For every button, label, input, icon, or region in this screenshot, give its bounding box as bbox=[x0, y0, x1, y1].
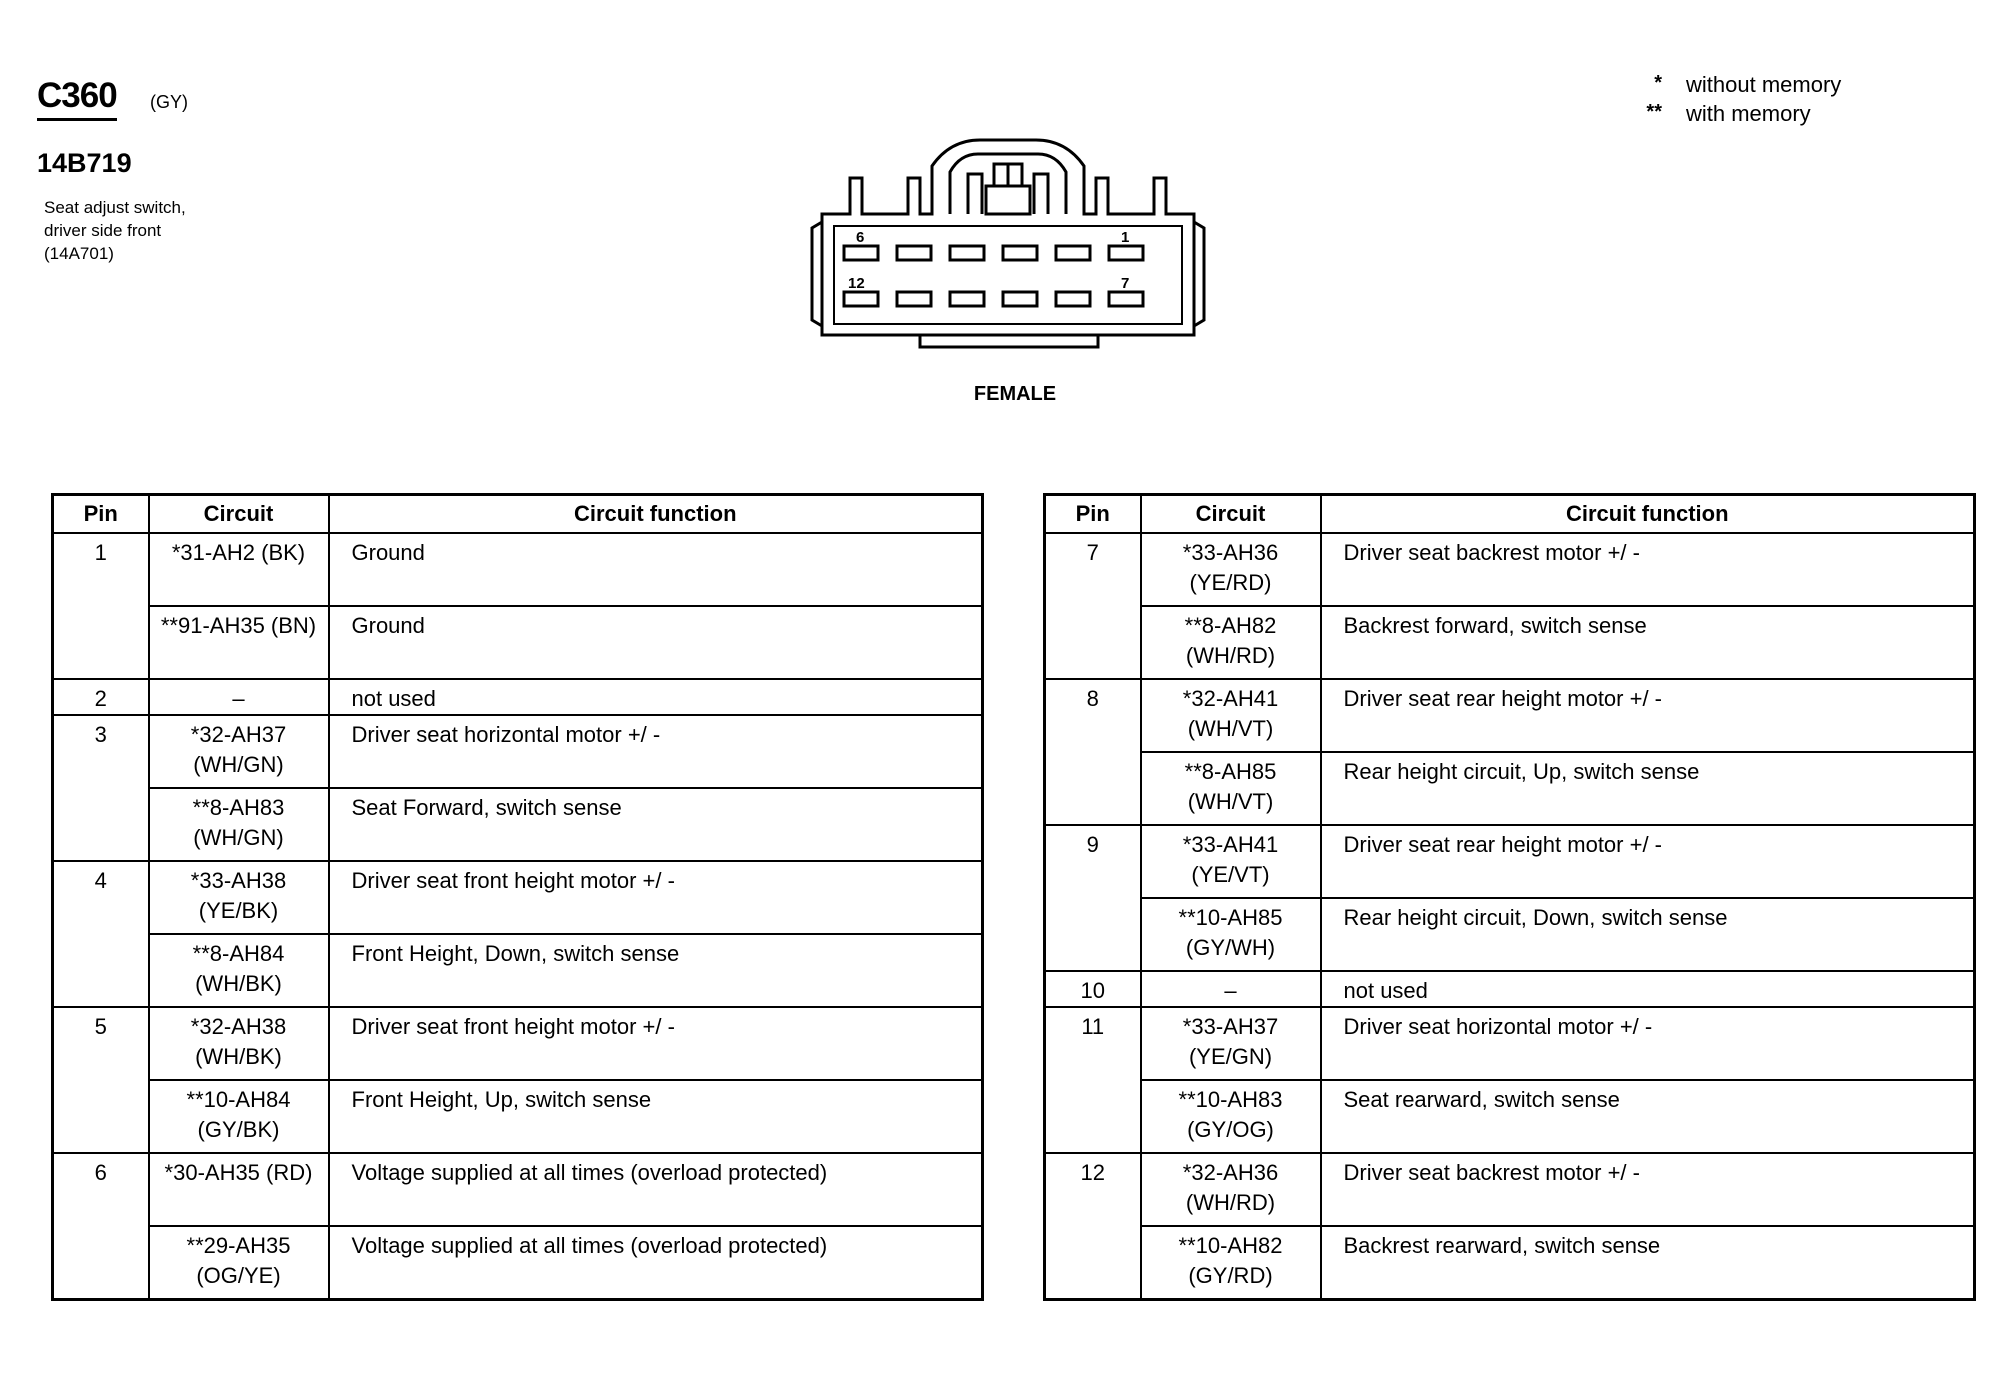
pin-table-right-body bbox=[1045, 533, 1975, 1300]
circuit-cell: **29-AH35 (OG/YE) bbox=[149, 1226, 329, 1300]
circuit-function-cell: Ground bbox=[329, 606, 983, 679]
circuit-function-cell: Ground bbox=[329, 533, 983, 606]
cavity-label-7: 7 bbox=[1121, 275, 1130, 292]
legend-text-without-memory: without memory bbox=[1686, 72, 1842, 97]
circuit-cell: *33-AH38 (YE/BK) bbox=[149, 861, 329, 934]
circuit-cell: *33-AH36 (YE/RD) bbox=[1141, 533, 1321, 606]
circuit-function-cell: Driver seat front height motor +/ - bbox=[329, 861, 983, 934]
column-header-circuit: Circuit bbox=[1141, 495, 1321, 534]
table-row bbox=[53, 679, 983, 715]
pin-cavities bbox=[844, 246, 1143, 306]
column-header-function: Circuit function bbox=[1321, 495, 1975, 534]
table-row bbox=[1045, 825, 1975, 898]
table-row bbox=[1045, 1226, 1975, 1300]
circuit-function-cell: Front Height, Up, switch sense bbox=[329, 1080, 983, 1153]
cavity-label-12: 12 bbox=[848, 275, 865, 292]
pin-number-cell: 5 bbox=[53, 1007, 149, 1153]
circuit-function-cell: Driver seat rear height motor +/ - bbox=[1321, 679, 1975, 752]
circuit-cell: **10-AH84 (GY/BK) bbox=[149, 1080, 329, 1153]
table-row bbox=[1045, 606, 1975, 679]
circuit-cell: *30-AH35 (RD) bbox=[149, 1153, 329, 1226]
circuit-function-cell: Backrest forward, switch sense bbox=[1321, 606, 1975, 679]
table-row bbox=[53, 1153, 983, 1226]
table-row bbox=[53, 533, 983, 606]
pin-number-cell: 1 bbox=[53, 533, 149, 679]
circuit-function-cell: Seat rearward, switch sense bbox=[1321, 1080, 1975, 1153]
circuit-function-cell: not used bbox=[329, 679, 983, 715]
legend-text-with-memory: with memory bbox=[1686, 101, 1811, 126]
circuit-cell: *31-AH2 (BK) bbox=[149, 533, 329, 606]
circuit-cell: **8-AH85 (WH/VT) bbox=[1141, 752, 1321, 825]
pin-table-left bbox=[51, 493, 984, 1301]
circuit-function-cell: Backrest rearward, switch sense bbox=[1321, 1226, 1975, 1300]
circuit-cell: *32-AH36 (WH/RD) bbox=[1141, 1153, 1321, 1226]
connector-face-diagram bbox=[800, 130, 1220, 360]
circuit-function-cell: Driver seat horizontal motor +/ - bbox=[1321, 1007, 1975, 1080]
circuit-cell: **10-AH83 (GY/OG) bbox=[1141, 1080, 1321, 1153]
table-row bbox=[53, 606, 983, 679]
circuit-function-cell: Driver seat front height motor +/ - bbox=[329, 1007, 983, 1080]
legend-symbol-with-memory: ** bbox=[1646, 101, 1662, 123]
circuit-cell: **10-AH82 (GY/RD) bbox=[1141, 1226, 1321, 1300]
circuit-function-cell: Seat Forward, switch sense bbox=[329, 788, 983, 861]
circuit-function-cell: Driver seat horizontal motor +/ - bbox=[329, 715, 983, 788]
connector-color: (GY) bbox=[150, 92, 188, 112]
table-row bbox=[53, 715, 983, 788]
pin-number-cell: 4 bbox=[53, 861, 149, 1007]
circuit-function-cell: Rear height circuit, Up, switch sense bbox=[1321, 752, 1975, 825]
circuit-cell: *32-AH38 (WH/BK) bbox=[149, 1007, 329, 1080]
circuit-cell: **8-AH82 (WH/RD) bbox=[1141, 606, 1321, 679]
table-row bbox=[53, 1080, 983, 1153]
table-row bbox=[1045, 971, 1975, 1007]
table-row bbox=[53, 1226, 983, 1300]
table-row bbox=[1045, 898, 1975, 971]
connector-gender-label: FEMALE bbox=[973, 383, 1057, 405]
table-row bbox=[53, 861, 983, 934]
table-row bbox=[53, 934, 983, 1007]
pin-number-cell: 6 bbox=[53, 1153, 149, 1300]
circuit-cell: *33-AH37 (YE/GN) bbox=[1141, 1007, 1321, 1080]
column-header-function: Circuit function bbox=[329, 495, 983, 534]
circuit-cell: **91-AH35 (BN) bbox=[149, 606, 329, 679]
cavity-label-6: 6 bbox=[856, 229, 865, 246]
circuit-function-cell: Voltage supplied at all times (overload protected) bbox=[329, 1153, 983, 1226]
table-row bbox=[1045, 1153, 1975, 1226]
pin-number-cell: 9 bbox=[1045, 825, 1141, 971]
pin-table-left-body bbox=[53, 533, 983, 1300]
table-row bbox=[1045, 1007, 1975, 1080]
connector-id: C360 bbox=[37, 76, 117, 121]
description-line-1: Seat adjust switch, bbox=[44, 198, 186, 217]
circuit-cell: **8-AH84 (WH/BK) bbox=[149, 934, 329, 1007]
pin-number-cell: 10 bbox=[1045, 971, 1141, 1007]
pin-table-right bbox=[1043, 493, 1976, 1301]
circuit-cell: *32-AH37 (WH/GN) bbox=[149, 715, 329, 788]
circuit-cell: *32-AH41 (WH/VT) bbox=[1141, 679, 1321, 752]
circuit-function-cell: Rear height circuit, Down, switch sense bbox=[1321, 898, 1975, 971]
cavity-label-1: 1 bbox=[1121, 229, 1130, 246]
circuit-function-cell: Front Height, Down, switch sense bbox=[329, 934, 983, 1007]
circuit-function-cell: Driver seat backrest motor +/ - bbox=[1321, 1153, 1975, 1226]
pin-number-cell: 7 bbox=[1045, 533, 1141, 679]
circuit-function-cell: Driver seat rear height motor +/ - bbox=[1321, 825, 1975, 898]
table-row bbox=[1045, 1080, 1975, 1153]
pin-number-cell: 11 bbox=[1045, 1007, 1141, 1153]
table-row bbox=[53, 788, 983, 861]
table-row bbox=[1045, 752, 1975, 825]
pin-number-cell: 8 bbox=[1045, 679, 1141, 825]
table-row bbox=[1045, 679, 1975, 752]
column-header-circuit: Circuit bbox=[149, 495, 329, 534]
description-line-3: (14A701) bbox=[44, 244, 114, 263]
circuit-cell: **10-AH85 (GY/WH) bbox=[1141, 898, 1321, 971]
pin-number-cell: 2 bbox=[53, 679, 149, 715]
part-number: 14B719 bbox=[37, 148, 132, 178]
table-row bbox=[53, 1007, 983, 1080]
circuit-function-cell: not used bbox=[1321, 971, 1975, 1007]
circuit-cell: – bbox=[1141, 971, 1321, 1007]
circuit-function-cell: Driver seat backrest motor +/ - bbox=[1321, 533, 1975, 606]
pin-number-cell: 12 bbox=[1045, 1153, 1141, 1300]
column-header-pin: Pin bbox=[53, 495, 149, 534]
circuit-cell: *33-AH41 (YE/VT) bbox=[1141, 825, 1321, 898]
column-header-pin: Pin bbox=[1045, 495, 1141, 534]
circuit-function-cell: Voltage supplied at all times (overload protected) bbox=[329, 1226, 983, 1300]
pin-number-cell: 3 bbox=[53, 715, 149, 861]
description-line-2: driver side front bbox=[44, 221, 162, 240]
circuit-cell: **8-AH83 (WH/GN) bbox=[149, 788, 329, 861]
table-row bbox=[1045, 533, 1975, 606]
circuit-cell: – bbox=[149, 679, 329, 715]
legend-symbol-without-memory: * bbox=[1654, 72, 1662, 94]
